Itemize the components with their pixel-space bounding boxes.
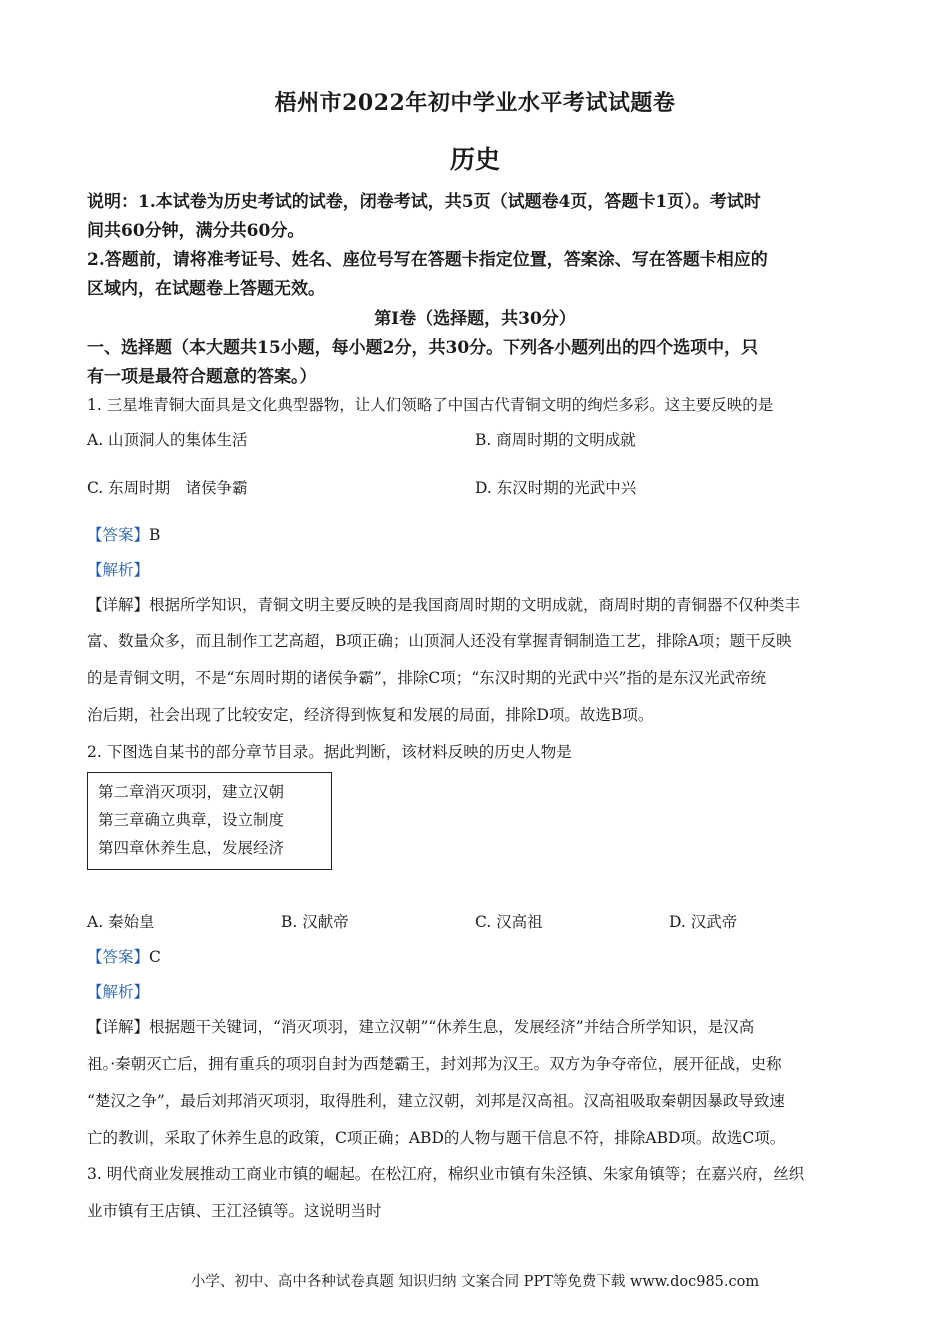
option-d: D. 汉武帝 xyxy=(669,913,738,931)
section-title: 第I卷（选择题，共30分） xyxy=(374,309,576,329)
detail-line xyxy=(87,593,865,615)
detail-label: 【详解】 xyxy=(87,596,150,614)
instruction-line: 区域内，在试题卷上答题无效。 xyxy=(87,279,325,299)
instruction-line: 间共60分钟，满分共60分。 xyxy=(87,221,305,241)
detail-line: 的是青铜文明，不是“东周时期的诸侯争霸”，排除C项；“东汉时期的光武中兴”指的是东汉光武帝统 xyxy=(87,669,767,687)
chapter-line: 第三章确立典章，设立制度 xyxy=(98,811,285,829)
answer-line xyxy=(87,945,865,967)
answer-value: C xyxy=(149,948,161,966)
option-a: A. 秦始皇 xyxy=(87,913,155,931)
detail-line: 富、数量众多，而且制作工艺高超，B项正确；山顶洞人还没有掌握青铜制造工艺，排除A项；题干反映 xyxy=(87,632,792,650)
detail-text: 根据题干关键词，“消灭项羽，建立汉朝”“休养生息，发展经济”并结合所学知识，是汉高 xyxy=(149,1018,755,1036)
detail-line: 治后期，社会出现了比较安定，经济得到恢复和发展的局面，排除D项。故选B项。 xyxy=(87,706,654,724)
question-stem: 业市镇有王店镇、王江泾镇等。这说明当时 xyxy=(87,1202,382,1220)
detail-line: 祖。·秦朝灭亡后，拥有重兵的项羽自封为西楚霸王，封刘邦为汉王。双方为争夺帝位，展开征战，史称 xyxy=(87,1055,782,1073)
option-a: A. 山顶洞人的集体生活 xyxy=(87,431,248,449)
analysis-label: 【解析】 xyxy=(87,983,150,1001)
instruction-line: 2.答题前，请将准考证号、姓名、座位号写在答题卡指定位置，答案涂、写在答题卡相应的 xyxy=(87,250,768,270)
answer-label: 【答案】 xyxy=(87,948,150,966)
subject-title: 历史 xyxy=(449,145,500,174)
detail-line xyxy=(87,1015,865,1037)
answer-value: B xyxy=(149,526,161,544)
instruction-line: 说明：1.本试卷为历史考试的试卷，闭卷考试，共5页（试题卷4页，答题卡1页）。考试时 xyxy=(87,192,761,212)
option-c: C. 汉高祖 xyxy=(475,913,543,931)
chapter-line: 第二章消灭项羽，建立汉朝 xyxy=(98,783,285,801)
page-footer: 小学、初中、高中各种试卷真题 知识归纳 文案合同 PPT等免费下载 www.doc985.com xyxy=(190,1274,760,1290)
detail-line: “楚汉之争”，最后刘邦消灭项羽，取得胜利，建立汉朝，刘邦是汉高祖。汉高祖吸取秦朝因暴政导致速 xyxy=(87,1092,785,1110)
detail-line: 亡的教训，采取了休养生息的政策，C项正确；ABD的人物与题干信息不符，排除ABD项。故选C项。 xyxy=(87,1129,786,1147)
option-b: B. 汉献帝 xyxy=(281,913,349,931)
question-stem: 3. 明代商业发展推动工商业市镇的崛起。在松江府，棉织业市镇有朱泾镇、朱家角镇等；在嘉兴府，丝织 xyxy=(87,1165,805,1183)
option-c: C. 东周时期 诸侯争霸 xyxy=(87,479,248,497)
option-b: B. 商周时期的文明成就 xyxy=(475,431,636,449)
answer-line xyxy=(87,523,865,545)
detail-label: 【详解】 xyxy=(87,1018,150,1036)
question-stem: 1. 三星堆青铜大面具是文化典型器物，让人们领略了中国古代青铜文明的绚烂多彩。这主要反映的是 xyxy=(87,396,774,414)
detail-text: 根据所学知识，青铜文明主要反映的是我国商周时期的文明成就，商周时期的青铜器不仅种类丰 xyxy=(149,596,801,614)
analysis-label: 【解析】 xyxy=(87,561,150,579)
chapter-box xyxy=(87,772,332,870)
chapter-line: 第四章休养生息，发展经济 xyxy=(98,839,285,857)
part-title: 一、选择题（本大题共15小题，每小题2分，共30分。下列各小题列出的四个选项中，只 xyxy=(87,338,759,358)
exam-title: 梧州市2022年初中学业水平考试试题卷 xyxy=(274,90,676,116)
option-d: D. 东汉时期的光武中兴 xyxy=(475,479,637,497)
answer-label: 【答案】 xyxy=(87,526,150,544)
question-stem: 2. 下图选自某书的部分章节目录。据此判断，该材料反映的历史人物是 xyxy=(87,743,572,761)
part-title: 有一项是最符合题意的答案。） xyxy=(87,367,317,387)
